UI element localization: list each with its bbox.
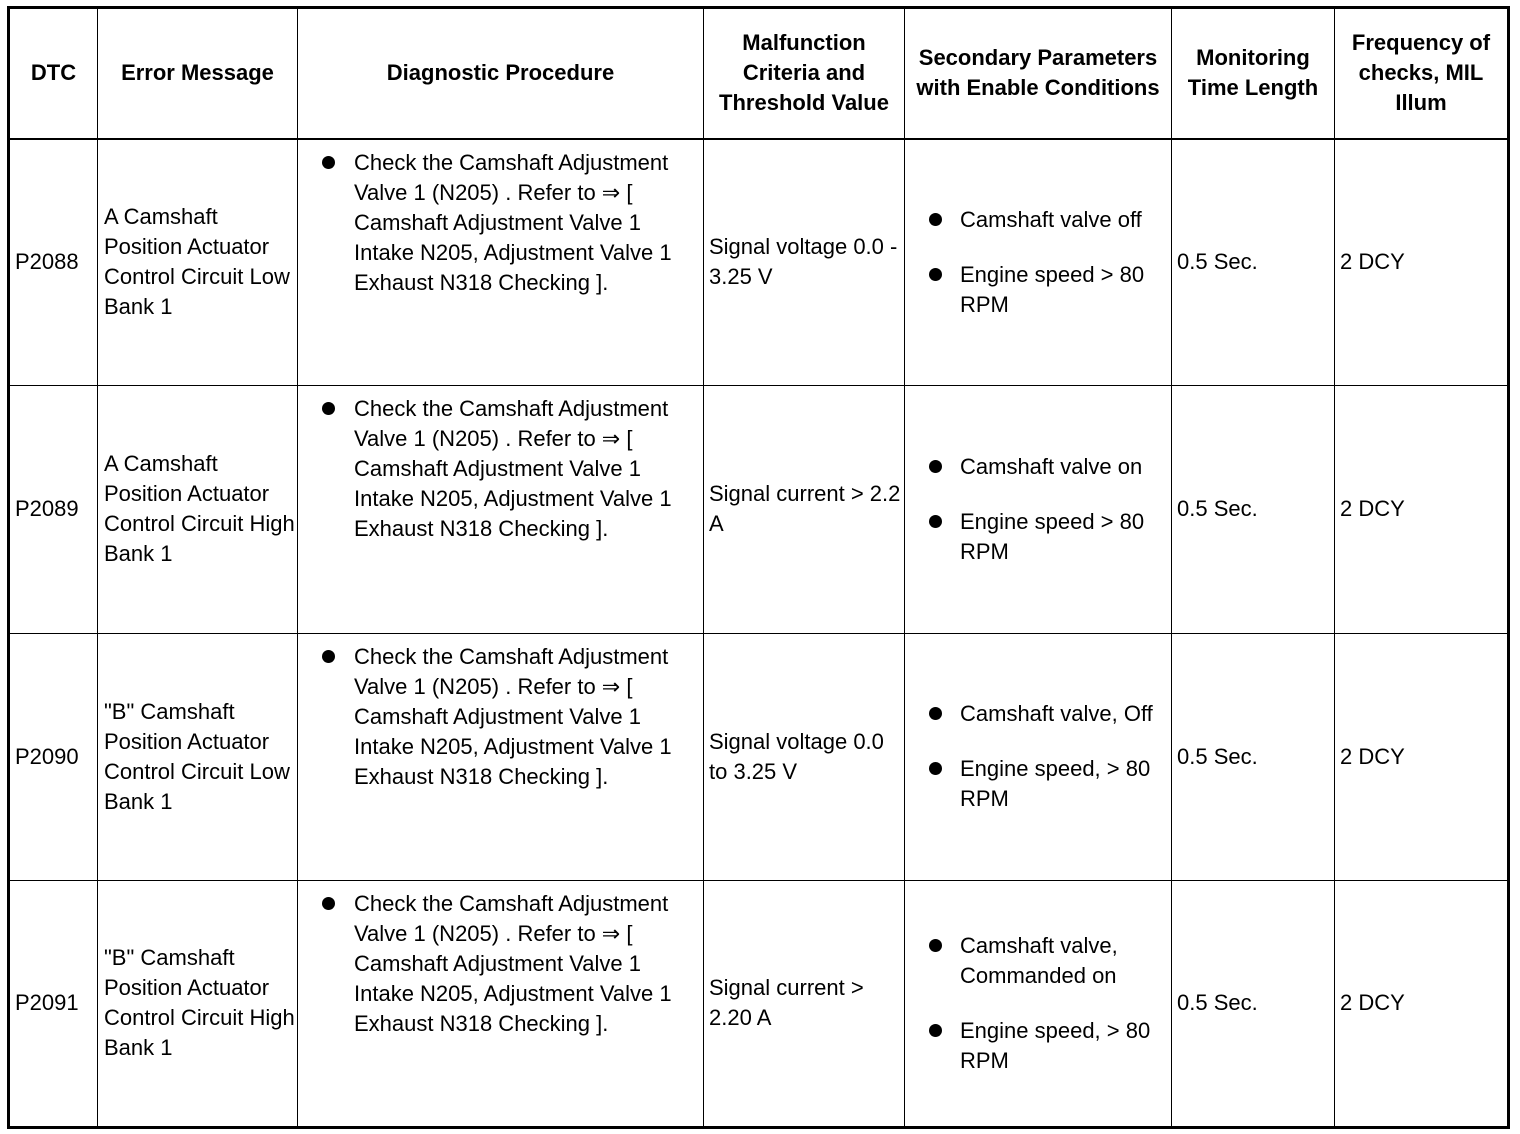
malfunction-criteria: Signal current > 2.2 A: [704, 386, 905, 633]
list-item: [905, 754, 1171, 814]
header-error-message: Error Message: [98, 8, 298, 139]
header-malfunction-criteria: Malfunction Criteria and Threshold Value: [704, 8, 905, 139]
secondary-parameter: Camshaft valve, Off: [960, 701, 1153, 727]
error-message: A Camshaft Position Actuator Control Circuit High Bank 1: [98, 386, 298, 633]
secondary-parameters: [905, 880, 1172, 1127]
list-item: [905, 507, 1171, 567]
error-message: "B" Camshaft Position Actuator Control Circuit High Bank 1: [98, 880, 298, 1127]
dtc-code: P2090: [9, 633, 98, 880]
frequency: 2 DCY: [1335, 633, 1509, 880]
malfunction-criteria: Signal current > 2.20 A: [704, 880, 905, 1127]
secondary-parameter: Camshaft valve off: [960, 206, 1142, 232]
procedure-text: Check the Camshaft Adjustment Valve 1 (N205) . Refer to ⇒ [ Camshaft Adjustment Valve 1 Intake N205, Adjustment Valve 1 Exhaust N318 Checking ].: [354, 643, 672, 789]
monitoring-time: 0.5 Sec.: [1172, 880, 1335, 1127]
table-row: [9, 880, 1509, 1127]
error-message: "B" Camshaft Position Actuator Control Circuit Low Bank 1: [98, 633, 298, 880]
header-frequency: Frequency of checks, MIL Illum: [1335, 8, 1509, 139]
list-item: [905, 205, 1171, 235]
list-item: [298, 148, 703, 298]
monitoring-time: 0.5 Sec.: [1172, 633, 1335, 880]
bullet-icon: [929, 213, 942, 226]
frequency: 2 DCY: [1335, 139, 1509, 386]
secondary-parameter: Engine speed > 80 RPM: [960, 261, 1145, 317]
dtc-table: [7, 6, 1510, 1129]
malfunction-criteria: Signal voltage 0.0 to 3.25 V: [704, 633, 905, 880]
secondary-parameter: Camshaft valve on: [960, 453, 1143, 479]
table-row: [9, 139, 1509, 386]
monitoring-time: 0.5 Sec.: [1172, 139, 1335, 386]
secondary-parameters: [905, 386, 1172, 633]
frequency: 2 DCY: [1335, 386, 1509, 633]
header-monitoring-time: Monitoring Time Length: [1172, 8, 1335, 139]
header-diagnostic-procedure: Diagnostic Procedure: [298, 8, 704, 139]
secondary-parameters: [905, 139, 1172, 386]
bullet-icon: [929, 762, 942, 775]
procedure-text: Check the Camshaft Adjustment Valve 1 (N205) . Refer to ⇒ [ Camshaft Adjustment Valve 1 Intake N205, Adjustment Valve 1 Exhaust N318 Checking ].: [354, 149, 672, 295]
secondary-parameter: Engine speed > 80 RPM: [960, 508, 1145, 564]
error-message: A Camshaft Position Actuator Control Circuit Low Bank 1: [98, 139, 298, 386]
secondary-parameters: [905, 633, 1172, 880]
monitoring-time: 0.5 Sec.: [1172, 386, 1335, 633]
table-row: [9, 633, 1509, 880]
dtc-code: P2091: [9, 880, 98, 1127]
frequency: 2 DCY: [1335, 880, 1509, 1127]
header-dtc: DTC: [9, 8, 98, 139]
bullet-icon: [929, 515, 942, 528]
list-item: [905, 260, 1171, 320]
list-item: [298, 394, 703, 544]
malfunction-criteria: Signal voltage 0.0 - 3.25 V: [704, 139, 905, 386]
list-item: [905, 452, 1171, 482]
list-item: [298, 642, 703, 792]
list-item: [905, 699, 1171, 729]
dtc-code: P2089: [9, 386, 98, 633]
bullet-icon: [929, 268, 942, 281]
list-item: [905, 931, 1171, 991]
diagnostic-procedure: [298, 139, 704, 386]
diagnostic-procedure: [298, 633, 704, 880]
bullet-icon: [929, 460, 942, 473]
bullet-icon: [929, 939, 942, 952]
secondary-parameter: Camshaft valve, Commanded on: [960, 932, 1118, 988]
list-item: [905, 1016, 1171, 1076]
bullet-icon: [322, 402, 335, 415]
header-row: [9, 8, 1509, 139]
secondary-parameter: Engine speed, > 80 RPM: [960, 756, 1151, 812]
diagnostic-procedure: [298, 880, 704, 1127]
bullet-icon: [322, 156, 335, 169]
secondary-parameter: Engine speed, > 80 RPM: [960, 1017, 1151, 1073]
bullet-icon: [929, 707, 942, 720]
table-row: [9, 386, 1509, 633]
dtc-code: P2088: [9, 139, 98, 386]
bullet-icon: [322, 897, 335, 910]
procedure-text: Check the Camshaft Adjustment Valve 1 (N205) . Refer to ⇒ [ Camshaft Adjustment Valve 1 Intake N205, Adjustment Valve 1 Exhaust N318 Checking ].: [354, 396, 672, 542]
procedure-text: Check the Camshaft Adjustment Valve 1 (N205) . Refer to ⇒ [ Camshaft Adjustment Valve 1 Intake N205, Adjustment Valve 1 Exhaust N318 Checking ].: [354, 890, 672, 1036]
bullet-icon: [322, 650, 335, 663]
diagnostic-procedure: [298, 386, 704, 633]
header-secondary-parameters: Secondary Parameters with Enable Conditions: [905, 8, 1172, 139]
list-item: [298, 889, 703, 1039]
bullet-icon: [929, 1024, 942, 1037]
